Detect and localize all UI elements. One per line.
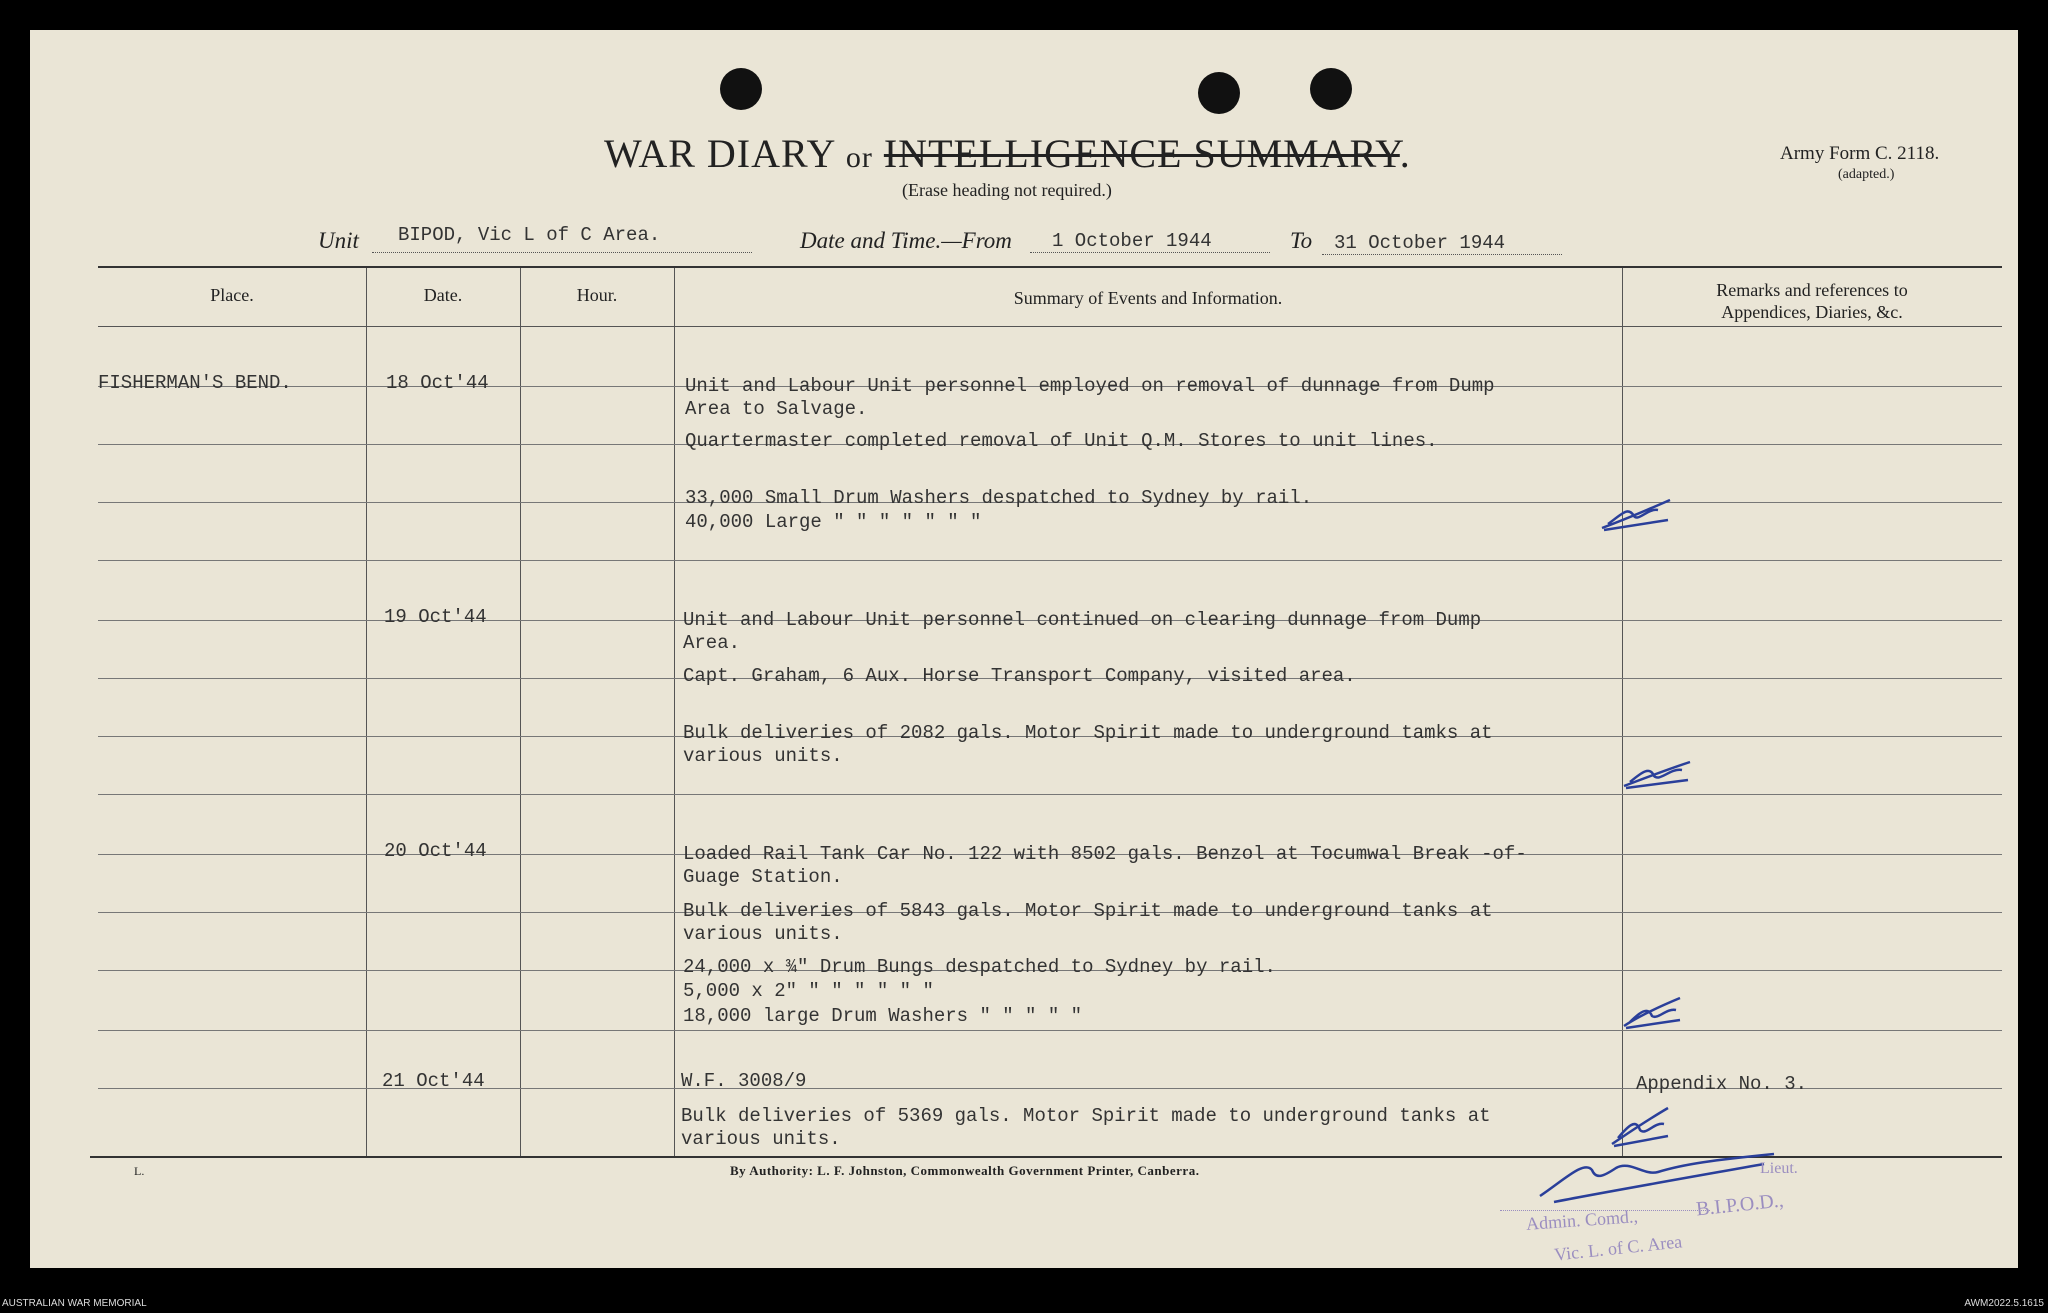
entry-line: Loaded Rail Tank Car No. 122 with 8502 gals. Benzol at Tocumwal Break -of- (683, 843, 1527, 865)
handwritten-initials-3 (1620, 992, 1690, 1032)
from-dots (1030, 252, 1270, 253)
entry-line: 40,000 Large " " " " " " " (685, 511, 982, 533)
table-top-rule (98, 266, 2002, 268)
col-header-date: Date. (423, 285, 463, 305)
unit-dots (372, 252, 752, 253)
diary-page (30, 30, 2018, 1268)
stamp-dots (1500, 1210, 1710, 1211)
entry-line: 24,000 x ¾" Drum Bungs despatched to Sydney by rail. (683, 956, 1276, 978)
form-number: Army Form C. 2118. (1780, 143, 1940, 164)
entry-line: W.F. 3008/9 (681, 1070, 807, 1092)
form-adapted: (adapted.) (1838, 167, 1895, 182)
stamp-bipod: B.I.P.O.D., (1695, 1189, 1785, 1221)
title-subtitle: (Erase heading not required.) (902, 180, 1112, 200)
entry-date: 20 Oct'44 (384, 840, 487, 862)
row-rule (98, 1030, 2002, 1031)
handwritten-initials-4 (1608, 1102, 1678, 1150)
title-struck: INTELLIGENCE SUMMARY (883, 131, 1400, 176)
title-or: or (845, 141, 873, 174)
entry-line: various units. (683, 923, 843, 945)
entry-line: various units. (683, 745, 843, 767)
entry-line: Bulk deliveries of 2082 gals. Motor Spirit made to underground tamks at (683, 722, 1493, 744)
entry-place: FISHERMAN'S BEND. (98, 372, 292, 394)
entry-date: 19 Oct'44 (384, 606, 487, 628)
col-header-place: Place. (210, 285, 254, 305)
col-header-remarks-2: Appendices, Diaries, &c. (1721, 302, 1903, 322)
col-header-hour: Hour. (576, 285, 618, 305)
stamp-area: Vic. L. of C. Area (1553, 1231, 1684, 1265)
punch-hole-3 (1310, 68, 1352, 110)
entry-line: Bulk deliveries of 5843 gals. Motor Spirit made to underground tanks at (683, 900, 1493, 922)
entry-line: various units. (681, 1128, 841, 1150)
entry-date: 18 Oct'44 (386, 372, 489, 394)
footer-authority: By Authority: L. F. Johnston, Commonwealth Government Printer, Canberra. (730, 1163, 1200, 1178)
entry-line: 5,000 x 2" " " " " " " (683, 980, 934, 1002)
entry-line: Unit and Labour Unit personnel employed on removal of dunnage from Dump (685, 375, 1495, 397)
to-dots (1322, 254, 1562, 255)
page-title (604, 130, 1411, 177)
to-label: To (1290, 228, 1313, 253)
from-value: 1 October 1944 (1052, 230, 1212, 252)
row-rule (98, 560, 2002, 561)
entry-remark: Appendix No. 3. (1636, 1073, 1808, 1095)
entry-line: Unit and Labour Unit personnel continued on clearing dunnage from Dump (683, 609, 1482, 631)
col-header-summary: Summary of Events and Information. (1013, 288, 1283, 308)
entry-line: Guage Station. (683, 866, 843, 888)
stamp-lieut: Lieut. (1760, 1160, 1798, 1177)
entry-date: 21 Oct'44 (382, 1070, 485, 1092)
entry-line: Area to Salvage. (685, 398, 868, 420)
entry-line: Capt. Graham, 6 Aux. Horse Transport Company, visited area. (683, 665, 1356, 687)
title-period: . (1399, 131, 1411, 176)
stamp-admin: Admin. Comd., (1525, 1206, 1639, 1234)
col-divider-3 (674, 268, 675, 1156)
entry-line: Bulk deliveries of 5369 gals. Motor Spirit made to underground tanks at (681, 1105, 1491, 1127)
col-divider-2 (520, 268, 521, 1156)
footer-left-mark: L. (134, 1164, 145, 1178)
archive-label-right: AWM2022.5.1615 (1964, 1298, 2044, 1309)
col-header-remarks-1: Remarks and references to (1716, 280, 1908, 300)
punch-hole-1 (720, 68, 762, 110)
punch-hole-2 (1198, 72, 1240, 114)
entry-line: Quartermaster completed removal of Unit Q.M. Stores to unit lines. (685, 430, 1438, 452)
handwritten-initials-2 (1620, 754, 1700, 794)
date-label: Date and Time.—From (800, 228, 1012, 253)
entry-line: Area. (683, 632, 741, 654)
handwritten-initials-1 (1598, 494, 1678, 534)
unit-value: BIPOD, Vic L of C Area. (398, 224, 661, 246)
entry-line: 33,000 Small Drum Washers despatched to Sydney by rail. (685, 487, 1313, 509)
col-divider-1 (366, 268, 367, 1156)
archive-label-left: AUSTRALIAN WAR MEMORIAL (2, 1298, 147, 1309)
row-rule (98, 794, 2002, 795)
entry-line: 18,000 large Drum Washers " " " " " (683, 1005, 1083, 1027)
title-main: WAR DIARY (604, 131, 835, 176)
to-value: 31 October 1944 (1334, 232, 1506, 254)
unit-label: Unit (318, 228, 359, 253)
header-rule (98, 326, 2002, 327)
